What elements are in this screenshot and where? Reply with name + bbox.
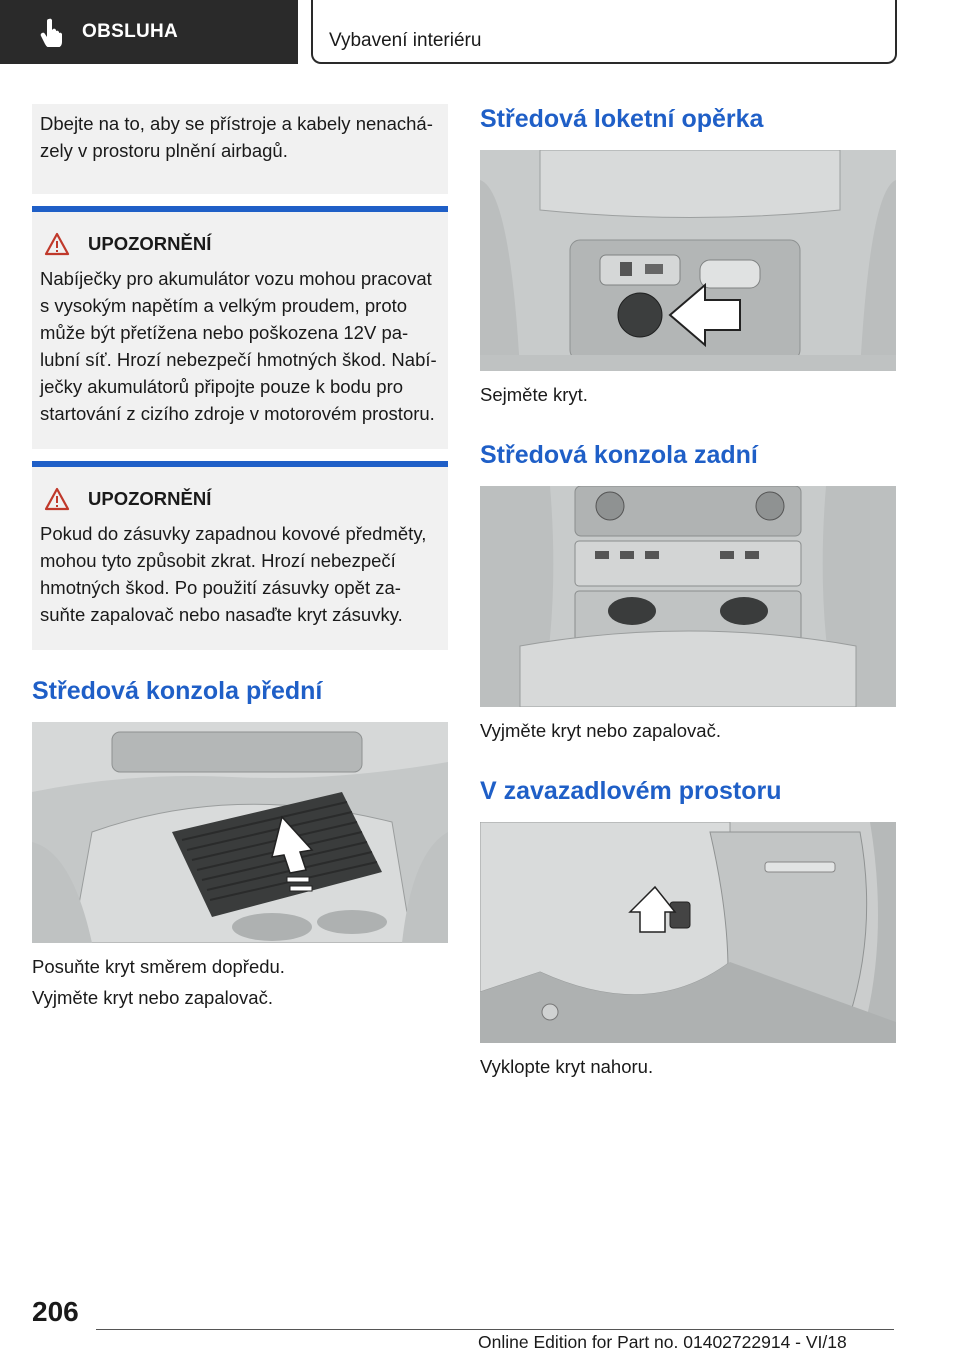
- right-column: [480, 104, 896, 1080]
- warning-text: Pokud do zásuvky zapadnou kovové předměty, mohou tyto způsobit zkrat. Hrozí nebezpečí hmotných škod. Po použití zásuvky opět zasuňte zapalovač nebo nasaďte kryt zásuvky.: [40, 523, 427, 625]
- warning-title: [44, 230, 440, 257]
- page-number: 206: [32, 1296, 79, 1327]
- warning-box: [32, 206, 448, 449]
- front-console-illustration: [32, 722, 448, 943]
- section-tab: [0, 0, 298, 64]
- caption: Vyjměte kryt nebo zapalovač.: [32, 987, 273, 1008]
- section-heading: Středová loketní opěrka: [480, 105, 764, 133]
- warning-title-text: UPOZORNĚNÍ: [88, 233, 212, 254]
- caption: Vyklopte kryt nahoru.: [480, 1056, 654, 1077]
- section-heading: Středová konzola zadní: [480, 441, 758, 469]
- section-heading: V zavazadlovém prostoru: [480, 777, 782, 805]
- hand-pointer-icon: [40, 17, 66, 47]
- caption: Vyjměte kryt nebo zapalovač.: [480, 720, 721, 741]
- rear-console-illustration: [480, 486, 896, 707]
- left-column: [32, 104, 448, 1011]
- note-box: [32, 104, 448, 194]
- armrest-illustration: [480, 150, 896, 371]
- warning-title-text: UPOZORNĚNÍ: [88, 488, 212, 509]
- caption: Sejměte kryt.: [480, 384, 588, 405]
- trunk-illustration: [480, 822, 896, 1043]
- warning-triangle-icon: [44, 487, 70, 511]
- chapter-title: Vybavení interiéru: [329, 30, 482, 51]
- warning-box: [32, 461, 448, 650]
- warning-triangle-icon: [44, 232, 70, 256]
- footer-rule: [96, 1329, 894, 1330]
- chapter-tab: [311, 0, 897, 64]
- warning-text: Nabíječky pro akumulátor vozu mohou pracovat s vysokým napětím a velkým proudem, proto může být přetížena nebo poškozena 12V palubní síť. Hrozí nebezpečí hmotných škod. Nabíječky akumulátorů připojte pouze k bodu pro startování z cizího zdroje v motorovém prostoru.: [40, 268, 437, 424]
- edition-text: Online Edition for Part no. 01402722914 - VI/18: [478, 1332, 847, 1352]
- caption: Posuňte kryt směrem dopředu.: [32, 956, 285, 977]
- section-title: OBSLUHA: [82, 21, 179, 42]
- section-heading: Středová konzola přední: [32, 677, 323, 705]
- warning-title: [44, 485, 440, 512]
- note-text: Dbejte na to, aby se přístroje a kabely nenacházely v prostoru plnění airbagů.: [40, 113, 433, 161]
